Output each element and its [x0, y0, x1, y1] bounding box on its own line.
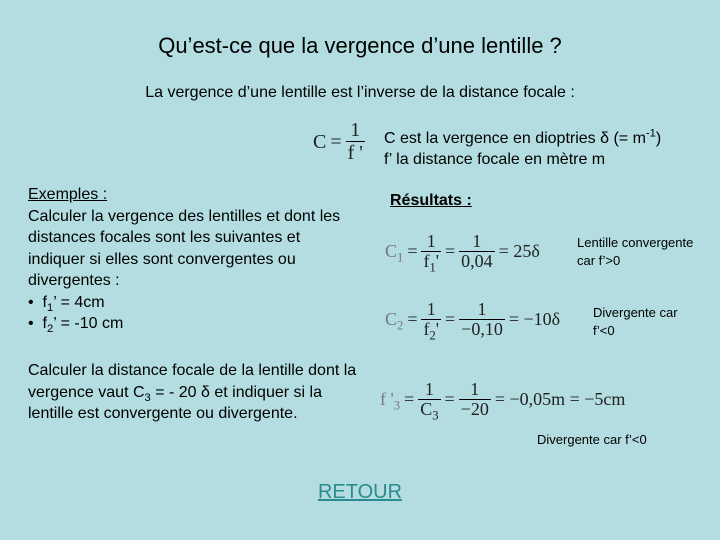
second-task: Calculer la distance focale de la lentille dont la vergence vaut $C_3$ = - 20 δ et indiquer si la lentille est convergente ou divergente.	[28, 362, 357, 422]
result-note-3: Divergente car f’<0	[537, 432, 647, 447]
definition-vergence: C est la vergence en dioptries δ (= $m^{-1}$)	[384, 127, 662, 147]
formula-lhs: C	[313, 130, 327, 153]
formula-equals: =	[330, 130, 342, 153]
retour-container	[0, 481, 720, 504]
list-item: • $f_1$’ = 4cm	[28, 293, 105, 314]
list-item: • $f_2$’ = -10 cm	[28, 315, 124, 336]
formula-fraction	[346, 120, 365, 164]
result-fraction: $\frac{1}{f_1'}$	[423, 231, 440, 275]
result-formula-3: f '$_3$ = $\frac{1}{C_3}$ = $\frac{1}{-20}$ = −0,05m = −5cm	[380, 379, 626, 423]
formula-definitions	[384, 128, 661, 170]
examples-list	[28, 292, 358, 335]
result-formula-2: $C_2$ = $\frac{1}{f_2'}$ = $\frac{1}{-0,10}$ = −10δ	[385, 299, 561, 343]
retour-link[interactable]: RETOUR	[317, 481, 403, 503]
formula-numerator: 1	[350, 119, 361, 141]
examples-text: Calculer la vergence des lentilles et dont les distances focales sont les suivantes et indiquer si elles sont convergentes ou divergentes :	[28, 207, 341, 289]
result-formula-1: $C_1$ = $\frac{1}{f_1'}$ = $\frac{1}{0,04}$ = 25δ	[385, 231, 540, 275]
result-lhs: f '$_3$	[380, 389, 401, 413]
examples-heading: Exemples :	[28, 186, 108, 203]
result-note-1: Lentille convergente car f’>0	[577, 235, 694, 268]
definition-focal: f’ la distance focale en mètre m	[384, 151, 606, 168]
formula-denominator: f '	[347, 142, 363, 164]
result-lhs: $C_2$	[385, 309, 404, 333]
result-lhs: $C_1$	[385, 241, 404, 265]
results-heading: Résultats :	[390, 192, 472, 209]
subtitle: La vergence d’une lentille est l’inverse de la distance focale :	[145, 84, 575, 101]
result-fraction: $\frac{1}{f_2'}$	[423, 299, 440, 343]
result-fraction: $\frac{1}{C_3}$	[420, 379, 439, 423]
result-fraction: $\frac{1}{-0,10}$	[461, 299, 503, 339]
result-fraction: $\frac{1}{-20}$	[460, 379, 489, 419]
examples-block	[28, 184, 358, 335]
result-value: = −0,05m = −5cm	[494, 389, 626, 410]
result-note-2: Divergente car f’<0	[593, 305, 678, 338]
result-value: = 25δ	[498, 241, 540, 262]
result-value: = −10δ	[508, 309, 561, 330]
result-fraction: $\frac{1}{0,04}$	[461, 231, 493, 271]
vergence-formula	[313, 120, 365, 164]
page-title: Qu’est-ce que la vergence d’une lentille ?	[158, 33, 562, 58]
